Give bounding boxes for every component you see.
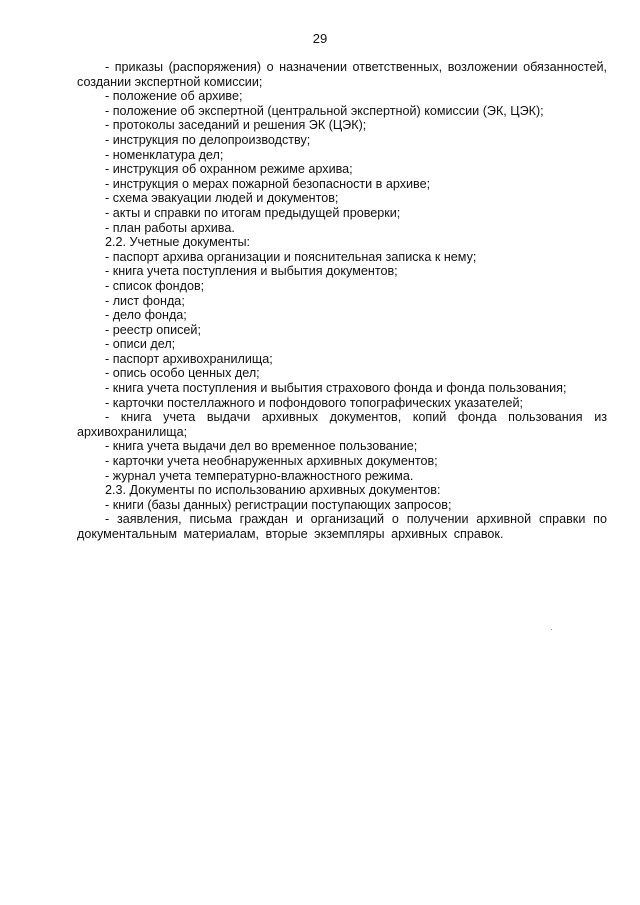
- list-item: - паспорт архива организации и пояснительная записка к нему;: [105, 249, 477, 264]
- list-item: - план работы архива.: [105, 220, 235, 235]
- list-item: - книга учета поступления и выбытия страхового фонда и фонда пользования;: [105, 381, 567, 396]
- list-item: - дело фонда;: [105, 308, 187, 323]
- list-item: - опись особо ценных дел;: [105, 366, 260, 381]
- list-item: - акты и справки по итогам предыдущей проверки;: [105, 205, 401, 220]
- list-item: - схема эвакуации людей и документов;: [105, 191, 339, 206]
- scan-speck: [551, 629, 552, 630]
- list-item: - список фондов;: [105, 278, 205, 293]
- list-item: - паспорт архивохранилища;: [105, 351, 273, 366]
- list-item: - карточки постеллажного и пофондового топографических указателей;: [105, 395, 524, 410]
- list-item: - инструкция о мерах пожарной безопасности в архиве;: [105, 176, 431, 191]
- list-item: - инструкция по делопроизводству;: [105, 132, 311, 147]
- section-heading: 2.3. Документы по использованию архивных документов:: [105, 483, 441, 498]
- list-item: - реестр описей;: [105, 322, 201, 337]
- document-body: [77, 60, 607, 542]
- list-item: - протоколы заседаний и решения ЭК (ЦЭК);: [105, 118, 367, 133]
- list-item: - заявления, письма граждан и организаций о получении архивной справки по документальным материалам, вторые экземпляры архивных справок.: [77, 512, 607, 541]
- list-item: - книги (базы данных) регистрации поступающих запросов;: [105, 497, 452, 512]
- page-number: 29: [312, 31, 328, 46]
- list-item: - положение об экспертной (центральной экспертной) комиссии (ЭК, ЦЭК);: [105, 103, 544, 118]
- list-item: - книга учета поступления и выбытия документов;: [105, 264, 398, 279]
- section-heading: 2.2. Учетные документы:: [105, 235, 251, 250]
- list-item: - карточки учета необнаруженных архивных документов;: [105, 454, 438, 469]
- list-item: - книга учета выдачи архивных документов, копий фонда пользования из архивохранилища;: [77, 410, 607, 439]
- list-item: - номенклатура дел;: [105, 147, 224, 162]
- list-item: - книга учета выдачи дел во временное пользование;: [105, 439, 418, 454]
- list-item: - лист фонда;: [105, 293, 185, 308]
- list-item: - приказы (распоряжения) о назначении ответственных, возложении обязанностей, создании экспертной комиссии;: [77, 60, 607, 89]
- list-item: - описи дел;: [105, 337, 176, 352]
- list-item: - инструкция об охранном режиме архива;: [105, 162, 353, 177]
- list-item: - журнал учета температурно-влажностного режима.: [105, 468, 414, 483]
- list-item: - положение об архиве;: [105, 89, 243, 104]
